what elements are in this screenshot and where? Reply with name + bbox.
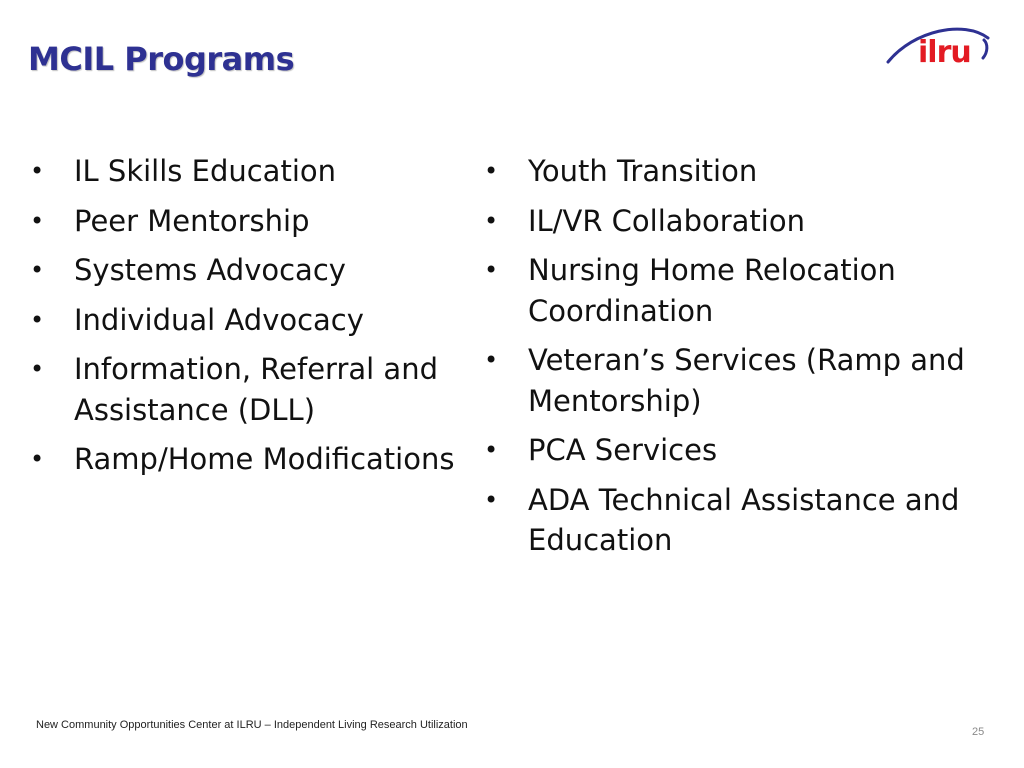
logo-text: ilru xyxy=(918,35,971,70)
list-item xyxy=(482,340,992,421)
list-item xyxy=(28,349,478,430)
list-item-text: Peer Mentorship xyxy=(74,203,310,238)
list-item-text: Systems Advocacy xyxy=(74,253,346,287)
bullet-icon: • xyxy=(484,157,499,185)
list-item xyxy=(482,250,992,331)
list-item-text: Information, Referral and Assistance (DLL) xyxy=(74,352,438,427)
bullet-icon: • xyxy=(30,206,45,235)
list-item-text: Individual Advocacy xyxy=(74,302,364,337)
list-item xyxy=(482,201,992,242)
list-item xyxy=(28,201,478,242)
list-item-text: PCA Services xyxy=(528,433,718,467)
list-item-text: Ramp/Home Modifications xyxy=(74,442,455,476)
bullet-icon: • xyxy=(484,206,499,235)
list-item xyxy=(28,300,478,341)
list-item xyxy=(482,151,992,192)
footer-text: New Community Opportunities Center at ILRU – Independent Living Research Utilization xyxy=(36,719,468,731)
bullet-icon: • xyxy=(484,346,499,374)
bullet-icon: • xyxy=(484,436,499,464)
bullet-icon: • xyxy=(484,485,499,514)
list-item xyxy=(28,151,478,192)
bullet-icon: • xyxy=(484,256,499,284)
list-item-text: IL/VR Collaboration xyxy=(528,203,805,238)
bullet-icon: • xyxy=(30,305,45,334)
list-item xyxy=(28,439,478,480)
list-item-text: Veteran’s Services (Ramp and Mentorship) xyxy=(528,343,965,418)
list-item-text: Nursing Home Relocation Coordination xyxy=(528,253,896,328)
bullet-icon: • xyxy=(30,355,45,383)
right-bullet-list xyxy=(482,151,992,570)
list-item xyxy=(482,430,992,471)
list-item-text: ADA Technical Assistance and Education xyxy=(528,482,960,557)
bullet-icon: • xyxy=(30,256,45,284)
list-item xyxy=(482,480,992,561)
bullet-icon: • xyxy=(30,157,45,185)
list-item xyxy=(28,250,478,291)
ilru-logo xyxy=(884,16,994,76)
slide-title: MCIL Programs xyxy=(28,40,295,78)
page-number: 25 xyxy=(972,726,985,738)
bullet-icon: • xyxy=(30,445,45,473)
list-item-text: IL Skills Education xyxy=(74,154,337,188)
list-item-text: Youth Transition xyxy=(528,154,758,188)
left-bullet-list xyxy=(28,151,478,489)
